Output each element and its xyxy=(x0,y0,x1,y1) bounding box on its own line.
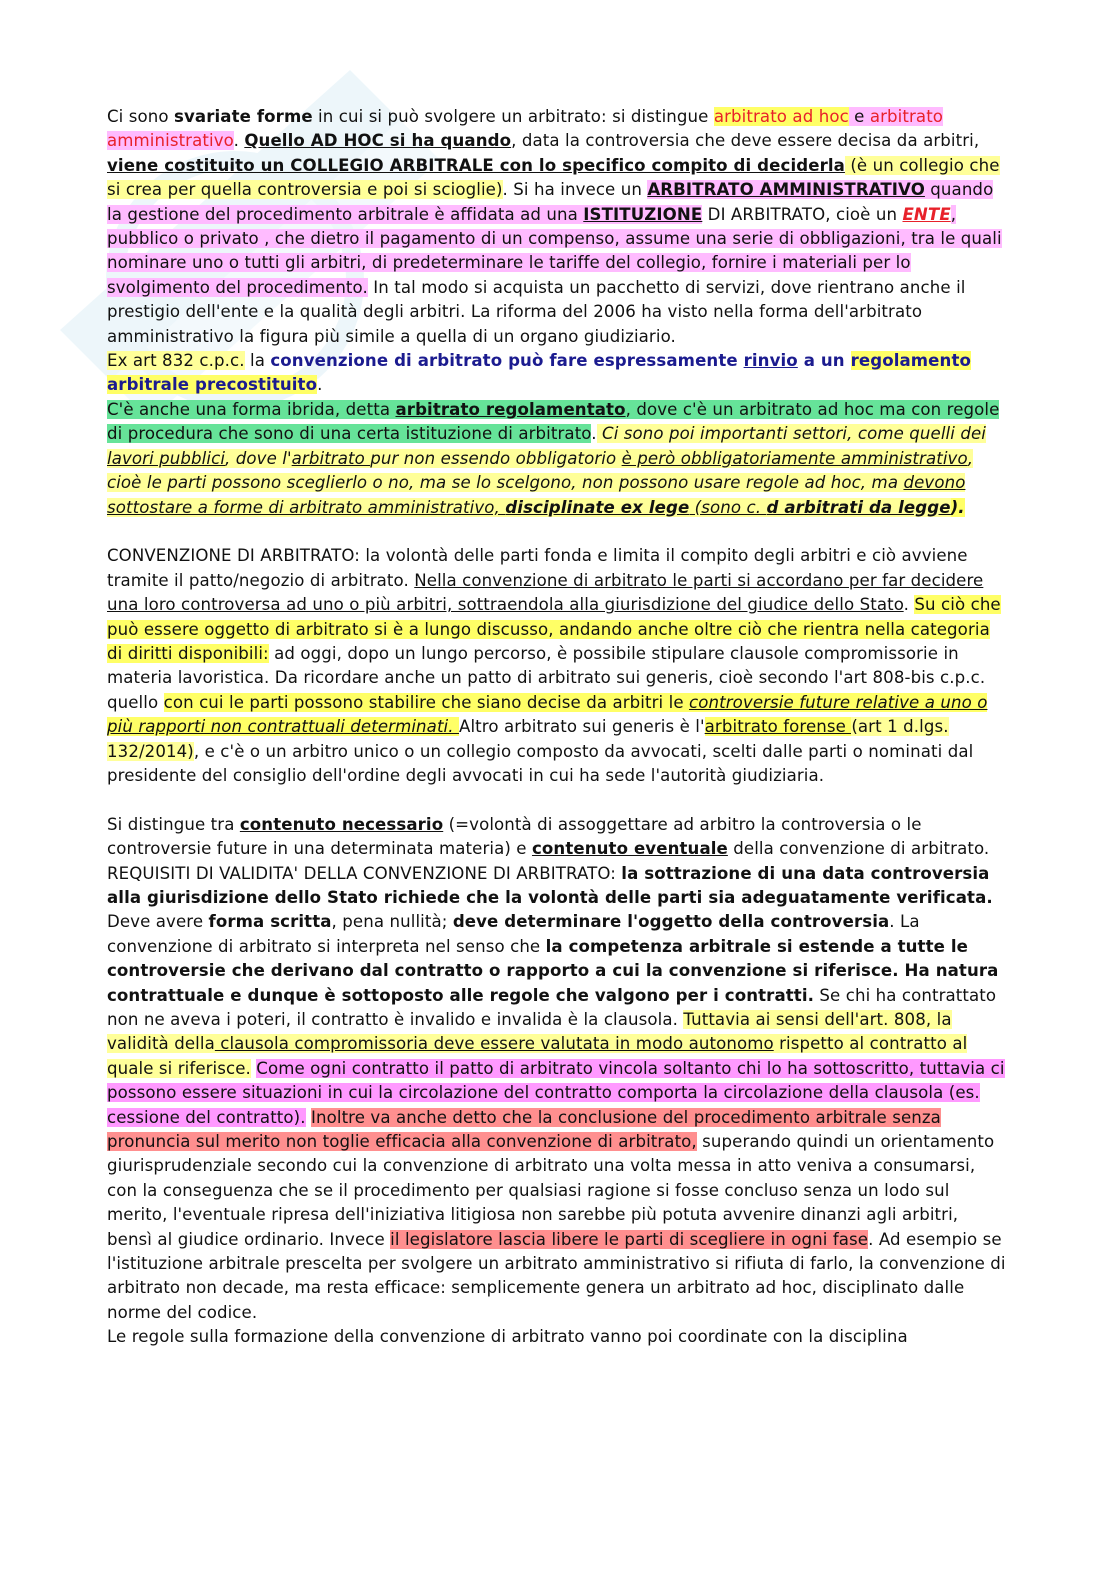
paragraph-regole-formazione: Le regole sulla formazione della convenzione di arbitrato vanno poi coordinate con la disciplina xyxy=(107,1327,908,1347)
paragraph-gap xyxy=(107,788,1007,812)
paragraph-contenuto: Si distingue tra contenuto necessario (=volontà di assoggettare ad arbitro la controversia o le controversie future in una determinata materia) e contenuto eventuale della convenzione di arbitrato. xyxy=(107,814,990,859)
paragraph-convenzione: CONVENZIONE DI ARBITRATO: la volontà delle parti fonda e limita il compito degli arbitri e ciò avviene tramite il patto/negozio di arbitrato. Nella convenzione di arbitrato le parti si accordano per far decidere una loro controversa ad uno o più arbitri, sottraendola alla giurisdizione del giudice dello Stato. Su ciò che può essere oggetto di arbitrato si è a lungo discusso, andando anche oltre ciò che rientra nella categoria di diritti disponibili: ad oggi, dopo un lungo percorso, è possibile stipulare clausole compromissorie in materia lavoristica. Da ricordare anche un patto di arbitrato sui generis, cioè secondo l'art 808-bis c.p.c. quello con cui le parti possono stabilire che siano decise da arbitri le controversie future relative a uno o più rapporti non contrattuali determinati. Altro arbitrato sui generis è l'arbitrato forense (art 1 d.lgs. 132/2014), e c'è o un arbitro unico o un collegio composto da avvocati, scelti dalle parti o nominati dal presidente del consiglio dell'ordine degli avvocati in cui ha sede l'autorità giudiziaria. xyxy=(107,546,1001,785)
document-body xyxy=(107,105,1007,1350)
paragraph-forme-arbitrato: Ci sono svariate forme in cui si può svolgere un arbitrato: si distingue arbitrato ad hoc e arbitrato amministrativo. Quello AD HOC si ha quando, data la controversia che deve essere decisa da arbitri, viene costituito un COLLEGIO ARBITRALE con lo specifico compito di deciderla (è un collegio che si crea per quella controversia e poi si scioglie). Si ha invece un ARBITRATO AMMINISTRATIVO quando la gestione del procedimento arbitrale è affidata ad una ISTITUZIONE DI ARBITRATO, cioè un ENTE, pubblico o privato , che dietro il pagamento di un compenso, assume una serie di obbligazioni, tra le quali nominare uno o tutti gli arbitri, di predeterminare le tariffe del collegio, fornire i materiali per lo svolgimento del procedimento. In tal modo si acquista un pacchetto di servizi, dove rientrano anche il prestigio dell'ente e la qualità degli arbitri. La riforma del 2006 ha visto nella forma dell'arbitrato amministrativo la figura più simile a quella di un organo giudiziario. xyxy=(107,107,1002,346)
paragraph-arbitrato-regolamentato: C'è anche una forma ibrida, detta arbitrato regolamentato, dove c'è un arbitrato ad hoc ma con regole di procedura che sono di una certa istituzione di arbitrato. Ci sono poi importanti settori, come quelli dei lavori pubblici, dove l'arbitrato pur non essendo obbligatorio è però obbligatoriamente amministrativo, cioè le parti possono sceglierlo o no, ma se lo scelgono, non possono usare regole ad hoc, ma devono sottostare a forme di arbitrato amministrativo, disciplinate ex lege (sono c. d arbitrati da legge). xyxy=(107,399,1000,517)
paragraph-gap xyxy=(107,520,1007,544)
paragraph-art-832: Ex art 832 c.p.c. la convenzione di arbitrato può fare espressamente rinvio a un regolamento arbitrale precostituito. xyxy=(107,351,971,395)
paragraph-requisiti: REQUISITI DI VALIDITA' DELLA CONVENZIONE DI ARBITRATO: la sottrazione di una data controversia alla giurisdizione dello Stato richiede che la volontà delle parti sia adeguatamente verificata. Deve avere forma scritta, pena nullità; deve determinare l'oggetto della controversia. La convenzione di arbitrato si interpreta nel senso che la competenza arbitrale si estende a tutte le controversie che derivano dal contratto o rapporto a cui la convenzione si riferisce. Ha natura contrattuale e dunque è sottoposto alle regole che valgono per i contratti. Se chi ha contrattato non ne aveva i poteri, il contratto è invalido e invalida è la clausola. Tuttavia ai sensi dell'art. 808, la validità della clausola compromissoria deve essere valutata in modo autonomo rispetto al contratto al quale si riferisce. Come ogni contratto il patto di arbitrato vincola soltanto chi lo ha sottoscritto, tuttavia ci possono essere situazioni in cui la circolazione del contratto comporta la circolazione della clausola (es. cessione del contratto). Inoltre va anche detto che la conclusione del procedimento arbitrale senza pronuncia sul merito non toglie efficacia alla convenzione di arbitrato, superando quindi un orientamento giurisprudenziale secondo cui la convenzione di arbitrato una volta messa in atto veniva a consumarsi, con la conseguenza che se il procedimento per qualsiasi ragione si fosse concluso senza un lodo sul merito, l'eventuale ripresa dell'iniziativa litigiosa non sarebbe più potuta avvenire dinanzi agli arbitri, bensì al giudice ordinario. Invece il legislatore lascia libere le parti di scegliere in ogni fase. Ad esempio se l'istituzione arbitrale prescelta per svolgere un arbitrato amministrativo si rifiuta di farlo, la convenzione di arbitrato non decade, ma resta efficace: semplicemente genera un arbitrato ad hoc, disciplinato dalle norme del codice. xyxy=(107,863,1006,1322)
